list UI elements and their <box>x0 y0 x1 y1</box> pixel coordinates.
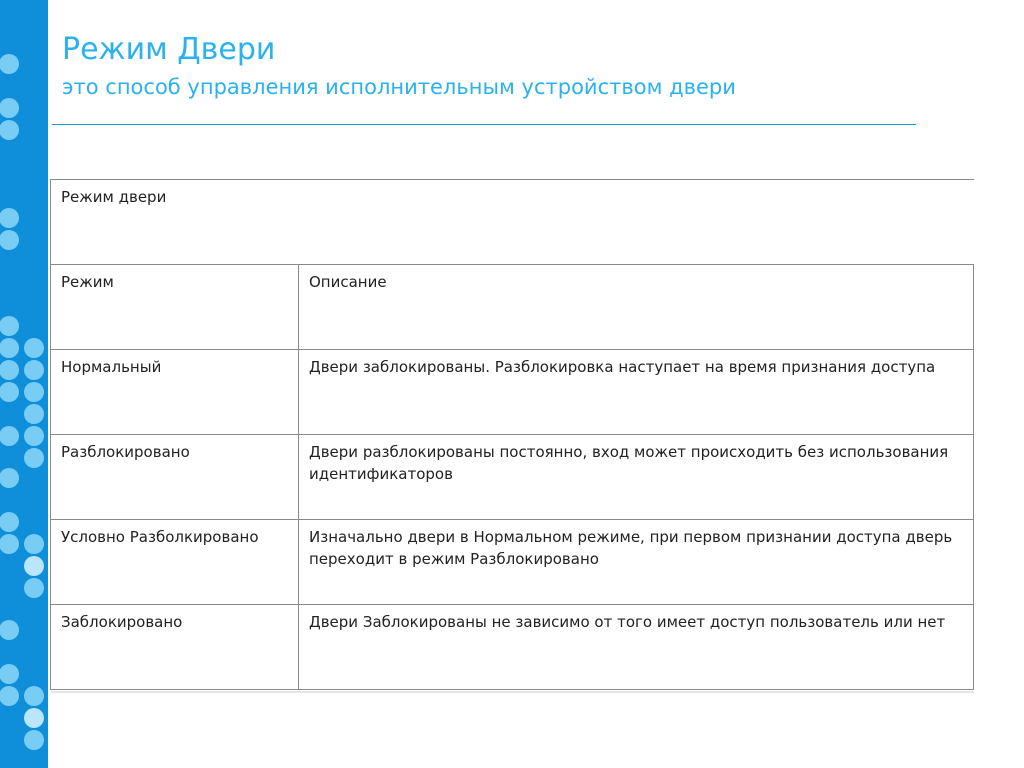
title-divider <box>52 124 916 125</box>
decor-dot <box>0 120 19 140</box>
decor-dot <box>0 534 19 554</box>
decor-dot <box>0 512 19 532</box>
decor-dot <box>0 208 19 228</box>
decor-dot <box>24 382 44 402</box>
mode-cell: Разблокировано <box>51 435 299 520</box>
description-cell: Двери заблокированы. Разблокировка наступает на время признания доступа <box>299 350 974 435</box>
decor-dot <box>0 382 19 402</box>
description-cell: Двери разблокированы постоянно, вход может происходить без использования идентификаторов <box>299 435 974 520</box>
decor-dot <box>0 620 19 640</box>
decor-dot <box>24 730 44 750</box>
decor-dot <box>24 360 44 380</box>
mode-cell: Заблокировано <box>51 605 299 690</box>
table-row <box>51 435 974 520</box>
mode-cell: Нормальный <box>51 350 299 435</box>
decorative-side-band <box>0 0 48 768</box>
decor-dot <box>0 230 19 250</box>
header-description: Описание <box>299 265 974 350</box>
door-mode-table <box>50 179 973 690</box>
mode-cell: Условно Разболкировано <box>51 520 299 605</box>
description-cell: Изначально двери в Нормальном режиме, при первом признании доступа дверь переходит в режим Разблокировано <box>299 520 974 605</box>
table-row <box>51 520 974 605</box>
decor-dot <box>24 448 44 468</box>
decor-dot <box>0 360 19 380</box>
decor-dot <box>0 316 19 336</box>
decor-dot <box>24 404 44 424</box>
decor-dot <box>24 426 44 446</box>
decor-dot <box>24 578 44 598</box>
decor-dot <box>24 338 44 358</box>
decor-dot <box>0 664 19 684</box>
decor-dot <box>24 534 44 554</box>
table-header-row <box>51 265 974 350</box>
decor-dot <box>0 54 19 74</box>
decor-dot <box>0 686 19 706</box>
table-caption: Режим двери <box>51 180 974 265</box>
description-cell: Двери Заблокированы не зависимо от того имеет доступ пользователь или нет <box>299 605 974 690</box>
table-caption-row <box>51 180 974 265</box>
decor-dot <box>0 338 19 358</box>
decor-dot <box>24 686 44 706</box>
decor-dot <box>0 98 19 118</box>
decor-dot <box>24 556 44 576</box>
header-mode: Режим <box>51 265 299 350</box>
decor-dot <box>0 426 19 446</box>
slide-subtitle: это способ управления исполнительным устройством двери <box>62 75 736 99</box>
table-row <box>51 605 974 690</box>
decor-dot <box>24 708 44 728</box>
decor-dot <box>0 468 19 488</box>
table-row <box>51 350 974 435</box>
slide-title: Режим Двери <box>62 32 276 67</box>
